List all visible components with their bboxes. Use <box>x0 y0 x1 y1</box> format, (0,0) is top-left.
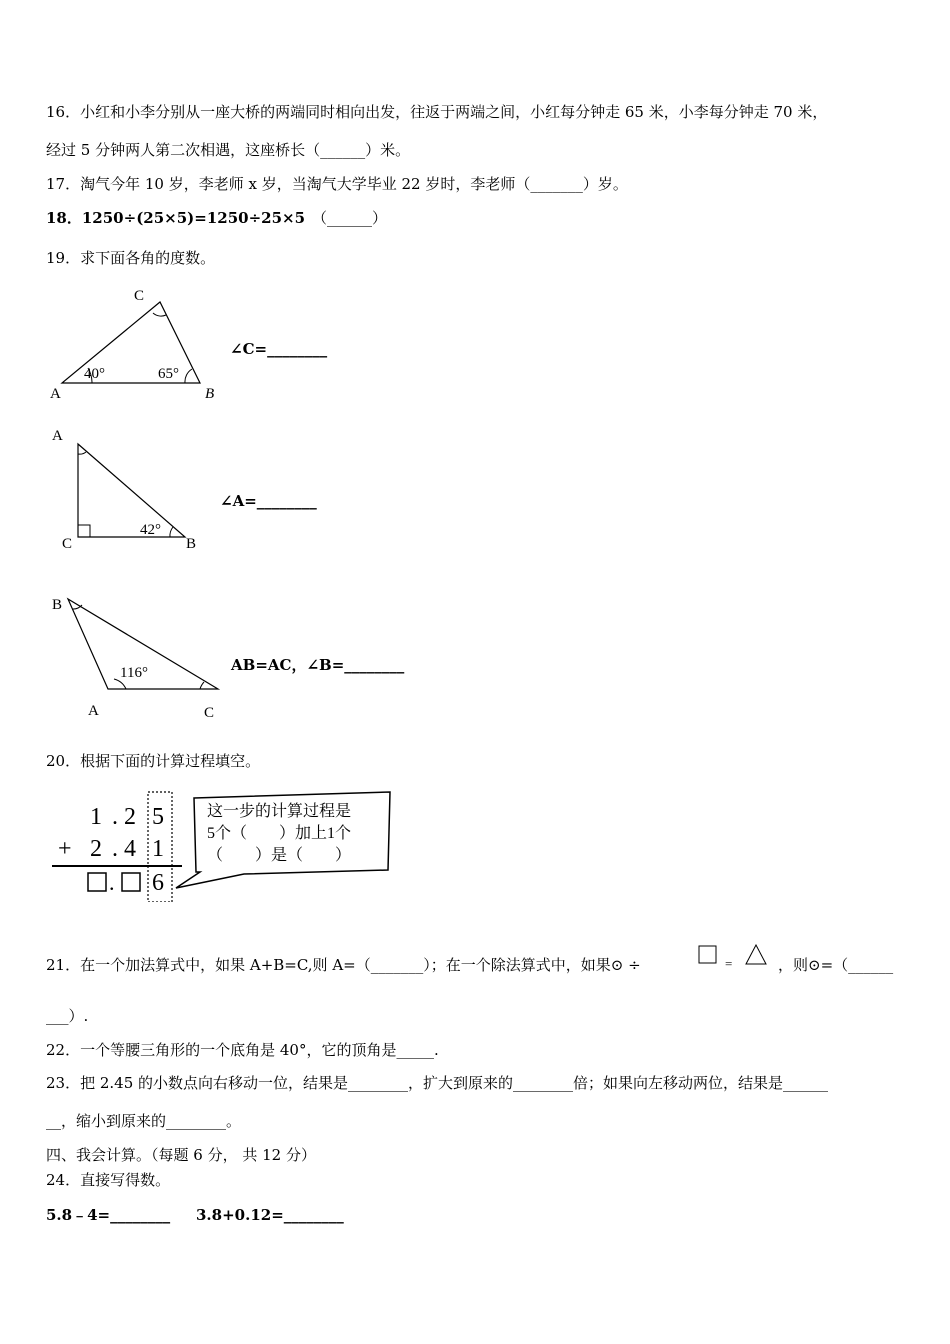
q18-blank: （______） <box>312 209 388 227</box>
triangle-2-shape <box>78 444 185 537</box>
angle-b-label: 42° <box>140 522 161 538</box>
vertex-b-label: B <box>52 597 63 613</box>
q21-shapes <box>698 944 778 974</box>
triangle-icon <box>746 945 766 964</box>
q16-line1: 16．小红和小李分别从一座大桥的两端同时相向出发，往返于两端之间，小红每分钟走 65 米，小李每分钟走 70 米， <box>46 103 828 121</box>
angle-arc-b <box>72 605 82 609</box>
row2-digit-3: 1 <box>152 836 164 862</box>
result-last-digit: 6 <box>152 870 164 896</box>
row1-point: . <box>112 804 118 830</box>
angle-a-label: 116° <box>120 665 148 681</box>
vertex-a-label: A <box>50 386 61 402</box>
angle-a-label: 40° <box>84 366 105 382</box>
q23-line2: __，缩小到原来的________。 <box>46 1112 242 1130</box>
bubble-line-1: 这一步的计算过程是 <box>207 803 352 820</box>
q19-title: 19．求下面各角的度数。 <box>46 249 216 267</box>
angle-arc-c <box>200 682 204 689</box>
section-4-heading: 四、我会计算。（每题 6 分， 共 12 分） <box>46 1146 316 1164</box>
angle-arc-c <box>153 313 166 316</box>
vertex-b-label: B <box>186 536 197 552</box>
row1-digit-1: 1 <box>90 804 102 830</box>
q19-answer-3: AB=AC，∠B=________ <box>231 656 405 674</box>
q20-title: 20．根据下面的计算过程填空。 <box>46 752 261 770</box>
angle-arc-b <box>170 527 173 537</box>
q19-answer-1: ∠C=________ <box>230 340 328 358</box>
vertex-c-label: C <box>134 288 145 304</box>
plus-sign: + <box>58 836 72 862</box>
vertex-c-label: C <box>62 536 73 552</box>
row2-point: . <box>112 836 118 862</box>
right-angle-mark <box>78 525 90 537</box>
row1-digit-3: 5 <box>152 804 164 830</box>
q17: 17．淘气今年 10 岁，李老师 x 岁，当淘气大学毕业 22 岁时，李老师（_______）岁。 <box>46 175 628 193</box>
square-icon <box>699 946 716 963</box>
triangle-1-figure <box>40 280 240 405</box>
vertical-addition-figure <box>52 790 392 902</box>
result-point: . <box>109 870 115 895</box>
vertex-b-label: B <box>205 386 215 402</box>
triangle-1-shape <box>62 302 200 383</box>
vertex-a-label: A <box>88 703 99 719</box>
row2-digit-2: 4 <box>124 836 136 862</box>
q18-expression: 18．1250÷(25×5)=1250÷25×5 <box>46 209 306 227</box>
vertex-a-label: A <box>52 428 63 444</box>
q19-answer-2: ∠A=________ <box>220 492 317 510</box>
bubble-line-2: 5个（ ）加上1个 <box>207 825 352 842</box>
triangle-2-figure <box>40 420 220 560</box>
row2-digit-1: 2 <box>90 836 102 862</box>
q21-line2: ___）. <box>46 1007 89 1025</box>
triangle-3-figure <box>40 585 230 725</box>
q22: 22．一个等腰三角形的一个底角是 40°，它的顶角是_____. <box>46 1041 439 1059</box>
q23-line1: 23．把 2.45 的小数点向右移动一位，结果是________，扩大到原来的________倍；如果向左移动两位，结果是______ <box>46 1074 829 1092</box>
q21-part2: ，则⊙=（______ <box>778 956 894 974</box>
angle-b-label: 65° <box>158 366 179 382</box>
vertex-c-label: C <box>204 705 215 721</box>
equals-sign: = <box>725 956 733 971</box>
result-box-2 <box>122 873 140 891</box>
q24-title: 24．直接写得数。 <box>46 1171 171 1189</box>
angle-arc-a <box>78 452 86 454</box>
result-box-1 <box>88 873 106 891</box>
bubble-line-3: （ ）是（ ） <box>207 847 352 864</box>
row1-digit-2: 2 <box>124 804 136 830</box>
q24-item-1: 5.8﹣4=________ <box>46 1206 171 1224</box>
q21-part1: 21．在一个加法算式中，如果 A+B=C,则 A=（_______）；在一个除法算式中，如果⊙ ÷ <box>46 956 641 974</box>
q24-item-2: 3.8+0.12=________ <box>196 1206 344 1224</box>
angle-arc-b <box>185 369 192 383</box>
q16-line2: 经过 5 分钟两人第二次相遇，这座桥长（______）米。 <box>46 141 411 159</box>
